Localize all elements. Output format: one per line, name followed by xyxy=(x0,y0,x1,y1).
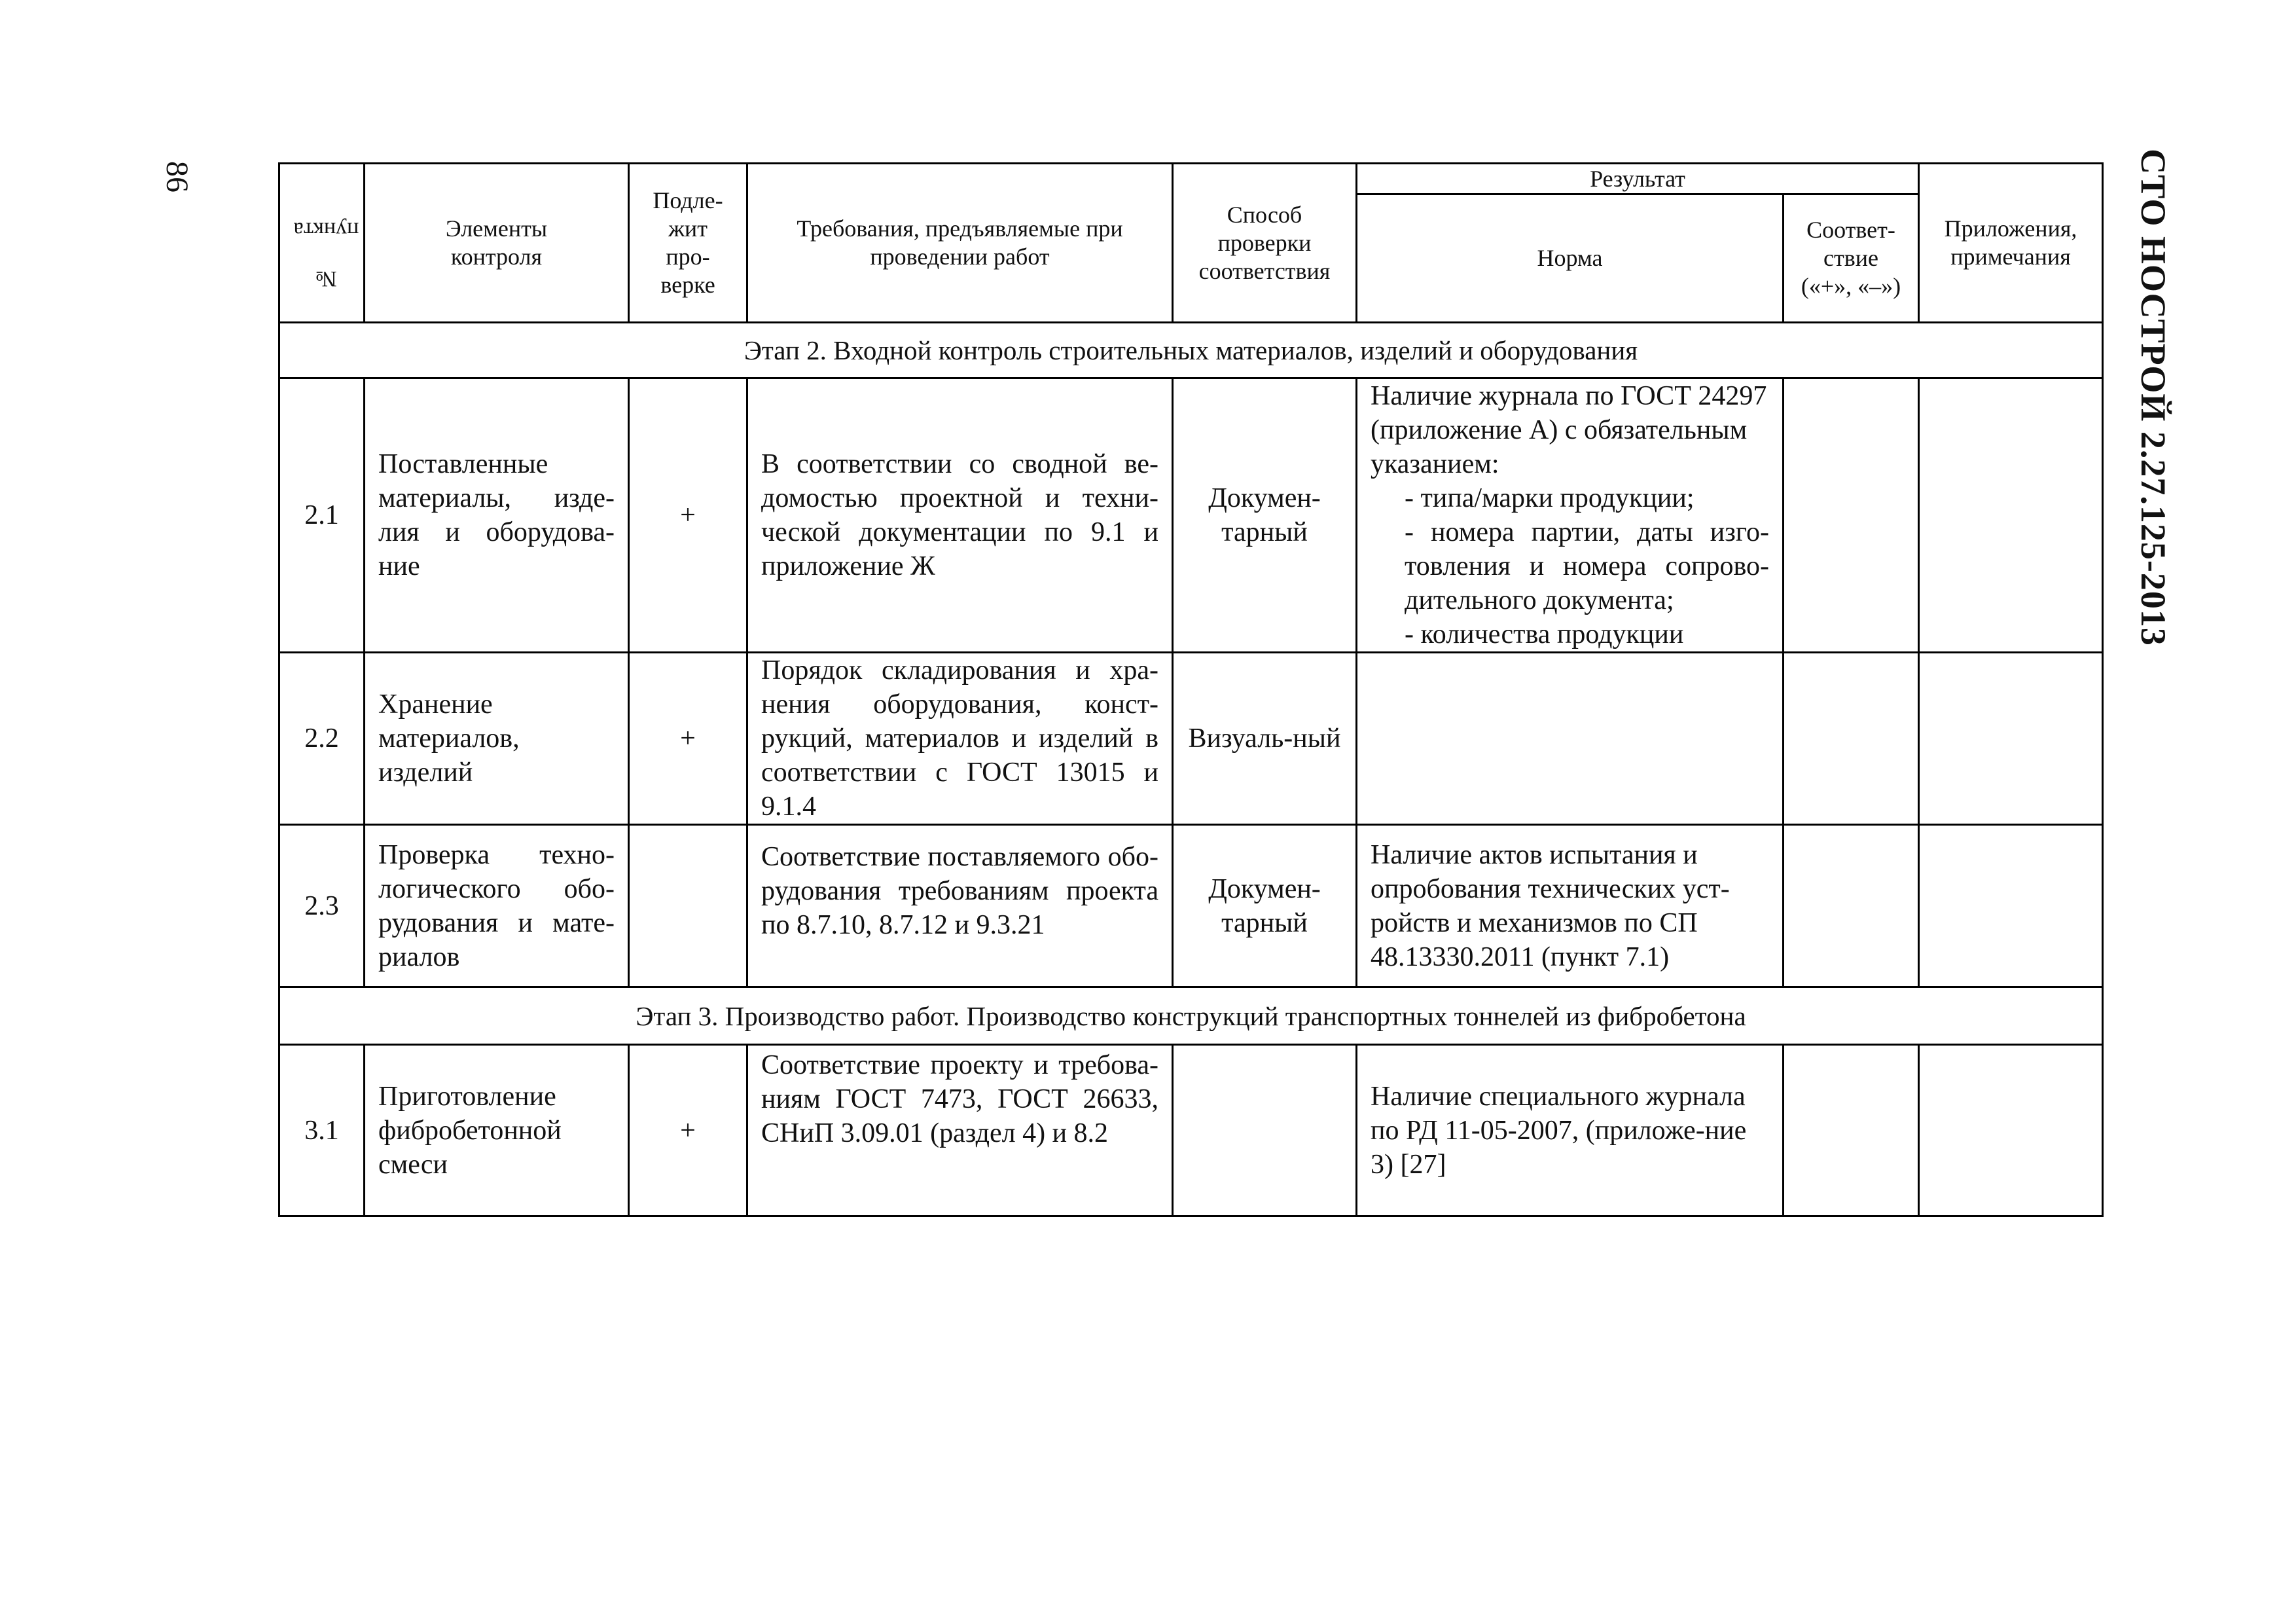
header-result: Результат xyxy=(1357,164,1919,194)
table-row xyxy=(279,653,2103,825)
row-norm xyxy=(1357,378,1784,653)
table-row xyxy=(279,825,2103,987)
header-num-word: пункта xyxy=(293,217,359,242)
row-subject-mark: + xyxy=(629,1045,747,1216)
row-requirement: В соответствии со сводной ве-домостью проектной и техни-ческой документации по 9.1 и приложение Ж xyxy=(747,378,1173,653)
row-number: 2.1 xyxy=(279,378,365,653)
row-number: 2.2 xyxy=(279,653,365,825)
header-elements: Элементы контроля xyxy=(365,164,629,323)
header-item-number xyxy=(279,164,365,323)
row-method xyxy=(1173,1045,1357,1216)
document-code: СТО НОСТРОЙ 2.27.125-2013 xyxy=(2134,149,2173,646)
header-subject: Подле-жит про-верке xyxy=(629,164,747,323)
header-num-symbol: № xyxy=(315,266,337,291)
row-element: Хранение материалов, изделий xyxy=(365,653,629,825)
row-notes xyxy=(1919,378,2103,653)
row-notes xyxy=(1919,1045,2103,1216)
row-element: Поставленные материалы, изде-лия и оборудова-ние xyxy=(365,378,629,653)
row-norm: Наличие актов испытания и опробования технических уст-ройств и механизмов по СП 48.13330.2011 (пункт 7.1) xyxy=(1357,825,1784,987)
row-subject-mark: + xyxy=(629,378,747,653)
row-subject-mark xyxy=(629,825,747,987)
norm-item: - номера партии, даты изго-товления и номера сопрово-дительного документа; xyxy=(1405,517,1769,615)
row-number: 2.3 xyxy=(279,825,365,987)
norm-intro: Наличие журнала по ГОСТ 24297 (приложение А) с обязательным указанием: xyxy=(1371,381,1767,479)
page-number: 86 xyxy=(160,161,194,192)
row-notes xyxy=(1919,825,2103,987)
table-row xyxy=(279,378,2103,653)
norm-item: - количества продукции xyxy=(1405,619,1684,649)
row-compliance xyxy=(1784,825,1919,987)
control-table xyxy=(278,162,2104,1217)
stage-2-title: Этап 2. Входной контроль строительных материалов, изделий и оборудования xyxy=(279,323,2103,378)
row-number: 3.1 xyxy=(279,1045,365,1216)
header-row-1 xyxy=(279,164,2103,194)
header-requirements: Требования, предъявляемые при проведении работ xyxy=(747,164,1173,323)
row-method: Докумен-тарный xyxy=(1173,378,1357,653)
stage-row xyxy=(279,323,2103,378)
row-norm xyxy=(1357,653,1784,825)
table-row xyxy=(279,1045,2103,1216)
row-requirement: Соответствие поставляемого обо-рудования требованиям проекта по 8.7.10, 8.7.12 и 9.3.21 xyxy=(747,825,1173,987)
row-compliance xyxy=(1784,653,1919,825)
row-requirement: Порядок складирования и хра-нения оборудования, конст-рукций, материалов и изделий в соответствии с ГОСТ 13015 и 9.1.4 xyxy=(747,653,1173,825)
header-item-number-label xyxy=(293,197,359,291)
row-requirement: Соответствие проекту и требова-ниям ГОСТ 7473, ГОСТ 26633, СНиП 3.09.01 (раздел 4) и 8.2 xyxy=(747,1045,1173,1216)
header-notes: Приложения, примечания xyxy=(1919,164,2103,323)
row-norm: Наличие специального журнала по РД 11-05-2007, (приложе-ние 3) [27] xyxy=(1357,1045,1784,1216)
header-compliance: Соответ-ствие («+», «–») xyxy=(1784,194,1919,323)
header-method: Способ проверки соответствия xyxy=(1173,164,1357,323)
row-method: Докумен-тарный xyxy=(1173,825,1357,987)
row-notes xyxy=(1919,653,2103,825)
stage-3-title: Этап 3. Производство работ. Производство конструкций транспортных тоннелей из фибробетона xyxy=(279,987,2103,1045)
header-norm: Норма xyxy=(1357,194,1784,323)
row-compliance xyxy=(1784,378,1919,653)
row-compliance xyxy=(1784,1045,1919,1216)
row-method: Визуаль-ный xyxy=(1173,653,1357,825)
row-element: Проверка техно-логического обо-рудования и мате-риалов xyxy=(365,825,629,987)
row-element: Приготовление фибробетонной смеси xyxy=(365,1045,629,1216)
row-subject-mark: + xyxy=(629,653,747,825)
stage-row xyxy=(279,987,2103,1045)
norm-item: - типа/марки продукции; xyxy=(1405,483,1695,513)
